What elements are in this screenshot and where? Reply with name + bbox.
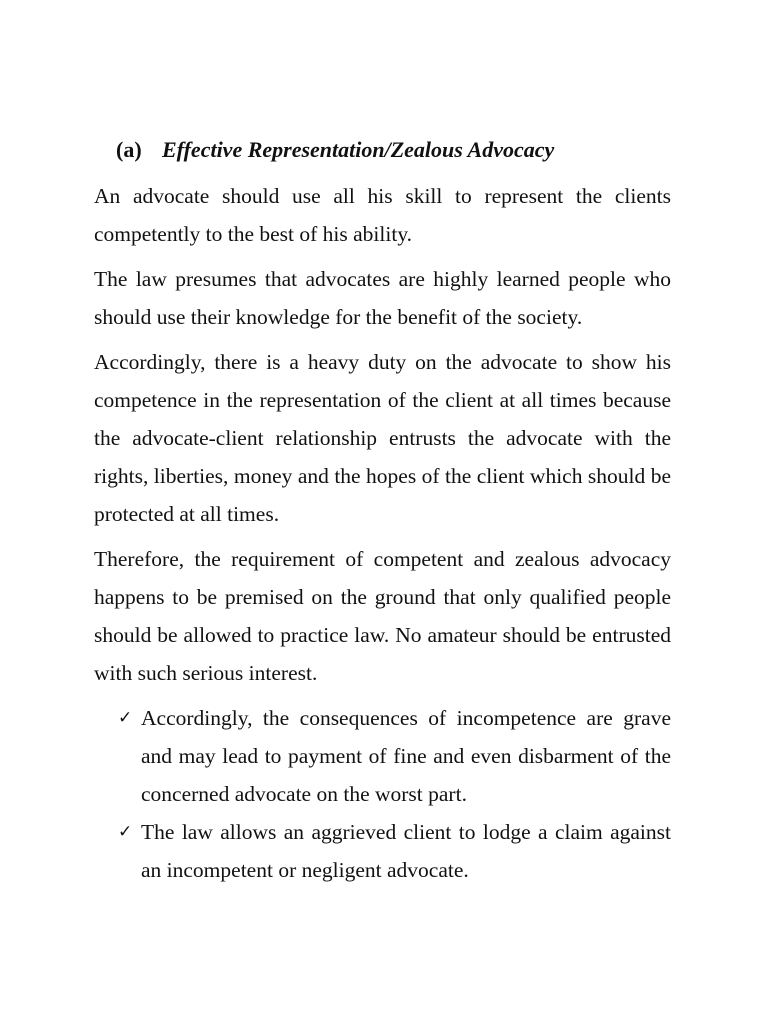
checklist-item-text: Accordingly, the consequences of incompetence are grave and may lead to payment of fine and even disbarment of the concerned advocate on the worst part. [141, 706, 671, 806]
checkmark-icon: ✓ [118, 822, 133, 842]
paragraph: An advocate should use all his skill to represent the clients competently to the best of his ability. [94, 184, 671, 246]
checklist-item [94, 699, 671, 813]
checkmark-icon: ✓ [118, 708, 133, 728]
checklist-item-text: The law allows an aggrieved client to lodge a claim against an incompetent or negligent advocate. [141, 820, 671, 882]
paragraph: Therefore, the requirement of competent and zealous advocacy happens to be premised on the ground that only qualified people should be allowed to practice law. No amateur should be entrusted with such serious interest. [94, 547, 671, 685]
checklist [94, 699, 671, 889]
paragraph: The law presumes that advocates are highly learned people who should use their knowledge for the benefit of the society. [94, 267, 671, 329]
section-heading [116, 135, 671, 165]
section-title: Effective Representation/Zealous Advocacy [162, 137, 555, 162]
section-marker: (a) [116, 137, 142, 162]
document-page [94, 135, 671, 889]
checklist-item [94, 813, 671, 889]
paragraph: Accordingly, there is a heavy duty on the advocate to show his competence in the representation of the client at all times because the advocate-client relationship entrusts the advocate with the rights, liberties, money and the hopes of the client which should be protected at all times. [94, 350, 671, 526]
